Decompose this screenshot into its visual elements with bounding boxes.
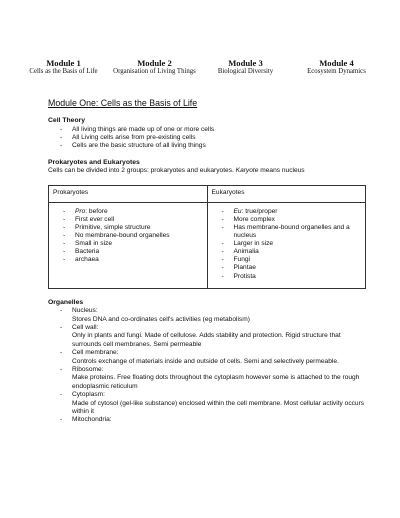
organelle-item [60,366,366,391]
list-item: - All Living cells arise from pre-existing cells [60,134,366,142]
organelles-section [48,299,366,425]
organelles-heading: Organelles [48,298,84,306]
list-item [222,224,362,240]
column-header: Eukaryotes [207,185,366,202]
list-item: - Cells are the basic structure of all living things [60,142,366,150]
list-item-text: More complex [233,215,275,223]
organelle-item [60,349,366,366]
organelle-name: - Nucleus: [72,307,98,315]
eukaryotes-list [222,208,362,281]
pro-euk-section [48,159,366,289]
module-header [18,58,382,76]
module-subtitle: Biological Diversity [217,68,274,75]
list-item [222,273,362,281]
prokaryotes-cell [49,202,208,288]
comparison-table [48,185,366,289]
document-body [48,98,366,433]
module-title: Module 2 [137,58,172,68]
list-item [222,264,362,272]
eukaryotes-cell [207,202,366,288]
list-item-text: Fungi [233,256,250,264]
list-item-text: Small in size [75,240,113,248]
list-item-italic: Eu [233,207,242,215]
list-item [63,224,203,232]
organelle-item [60,391,366,416]
module-4 [291,58,382,76]
cell-theory-section [48,117,366,151]
list-item [222,208,362,216]
list-item-text: Larger in size [233,240,274,248]
list-item [63,208,203,216]
cell-theory-list [60,126,366,151]
list-item: - All living things are made up of one or more cells [60,126,366,134]
list-item-text: No membrane-bound organelles [75,232,170,240]
list-item-text: Animalia [233,248,259,256]
intro-tail: means nucleus [258,167,305,175]
module-2 [109,58,200,76]
module-1 [18,58,109,76]
list-item-italic: Pro [75,207,86,215]
organelle-name: - Mitochondria: [72,416,112,424]
organelle-description: Make proteins. Free floating dots throughout the cytoplasm however some is attached to the rough endoplasmic reticulum [72,374,360,390]
list-item-text: : before [85,207,108,215]
list-item-text: Primitive, simple structure [75,224,151,231]
list-item-text: archaea [75,256,99,264]
list-item [222,240,362,248]
organelle-item [60,324,366,349]
module-3 [200,58,291,76]
intro-text: Cells can be divided into 2 groups: prokaryotes and eukaryotes. [48,167,236,175]
module-subtitle: Ecosystem Dynamics [307,68,366,75]
organelle-item [60,307,366,324]
list-item-text: First ever cell [75,215,115,223]
list-item [63,256,203,264]
table-row [49,202,366,288]
list-item [222,248,362,256]
cell-theory-heading: Cell Theory [48,117,86,124]
pro-euk-heading: Prokaryotes and Eukaryotes [48,158,140,166]
organelle-name: - Cytoplasm: [72,391,105,399]
list-item-text: : true/proper [241,207,278,215]
module-subtitle: Cells as the Basis of Life [29,68,98,75]
organelle-description: Made of cytosol (gel-like substance) enclosed within the cell membrane. Most cellular activity occurs within it [72,399,365,416]
column-header: Prokaryotes [49,185,208,202]
list-item-text: Protista [233,272,256,280]
organelle-name: - Cell wall: [72,323,99,331]
list-item [63,248,203,256]
prokaryotes-list [63,208,203,265]
module-title: Module 3 [228,58,263,68]
list-item [63,216,203,224]
organelle-name: - Cell membrane: [72,349,119,357]
organelle-name: - Ribosome: [72,366,104,373]
module-title: Module 1 [46,58,81,68]
list-item [63,232,203,240]
pro-euk-intro [48,167,366,175]
organelle-item [60,416,366,424]
list-item-text: Bacteria [75,248,100,256]
organelles-list [60,307,366,425]
organelle-description: Stores DNA and co-ordinates cell's activities (eg metabolism) [72,315,250,323]
table-header-row [49,185,366,202]
list-item [63,240,203,248]
intro-italic: Karyote [235,167,259,175]
module-subtitle: Organisation of Living Things [113,68,196,75]
list-item [222,256,362,264]
module-title: Module 4 [319,58,354,68]
list-item [222,216,362,224]
list-item-text: Plantae [233,264,256,272]
page-title: Module One: Cells as the Basis of Life [48,98,198,108]
list-item-text: Has membrane-bound organelles and a nucleus [233,224,350,240]
organelle-description: Only in plants and fungi. Made of cellulose. Adds stability and protection. Rigid structure that surrounds cell membranes. Semi permeable [72,332,341,348]
organelle-description: Controls exchange of materials inside and outside of cells. Semi and selectively permeable. [72,357,339,365]
